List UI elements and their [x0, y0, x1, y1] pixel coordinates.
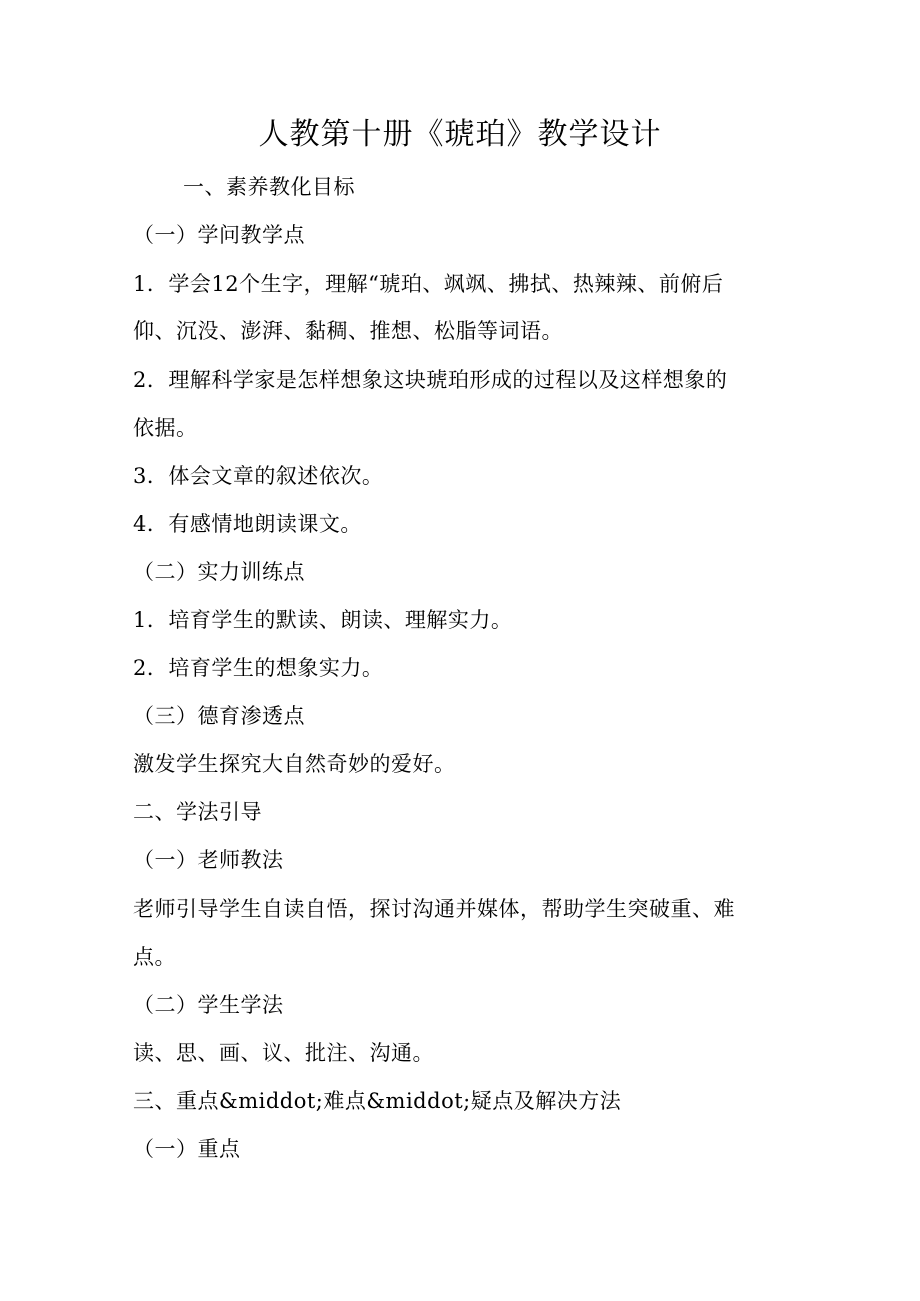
paragraph-line: 激发学生探究大自然奇妙的爱好。	[133, 752, 456, 776]
paragraph-line: 4．有感情地朗读课文。	[133, 512, 362, 536]
paragraph-line: 老师引导学生自读自悟，探讨沟通并媒体，帮助学生突破重、难	[133, 897, 735, 921]
paragraph-line: 1．培育学生的默读、朗读、理解实力。	[133, 608, 513, 632]
subsection-heading: （二）学生学法	[133, 993, 284, 1017]
subsection-heading: （一）重点	[133, 1137, 241, 1161]
paragraph-line: 3．体会文章的叙述依次。	[133, 464, 384, 488]
section-heading-3: 三、重点&middot;难点&middot;疑点及解决方法	[133, 1089, 622, 1113]
subsection-heading: （二）实力训练点	[133, 560, 305, 584]
paragraph-line: 读、思、画、议、批注、沟通。	[133, 1041, 434, 1065]
subsection-heading: （三）德育渗透点	[133, 704, 305, 728]
subsection-heading: （一）老师教法	[133, 848, 284, 872]
paragraph-line: 点。	[133, 945, 176, 969]
paragraph-line: 仰、沉没、澎湃、黏稠、推想、松脂等词语。	[133, 319, 563, 343]
section-heading-2: 二、学法引导	[133, 800, 262, 824]
paragraph-line: 2．理解科学家是怎样想象这块琥珀形成的过程以及这样想象的	[133, 368, 728, 392]
section-heading-1: 一、素养教化目标	[183, 175, 355, 199]
paragraph-line: 依据。	[133, 416, 198, 440]
document-title: 人教第十册《琥珀》教学设计	[258, 117, 662, 152]
subsection-heading: （一）学问教学点	[133, 223, 305, 247]
paragraph-line: 2．培育学生的想象实力。	[133, 656, 384, 680]
paragraph-line: 1．学会12个生字，理解“琥珀、飒飒、拂拭、热辣辣、前俯后	[133, 272, 724, 296]
